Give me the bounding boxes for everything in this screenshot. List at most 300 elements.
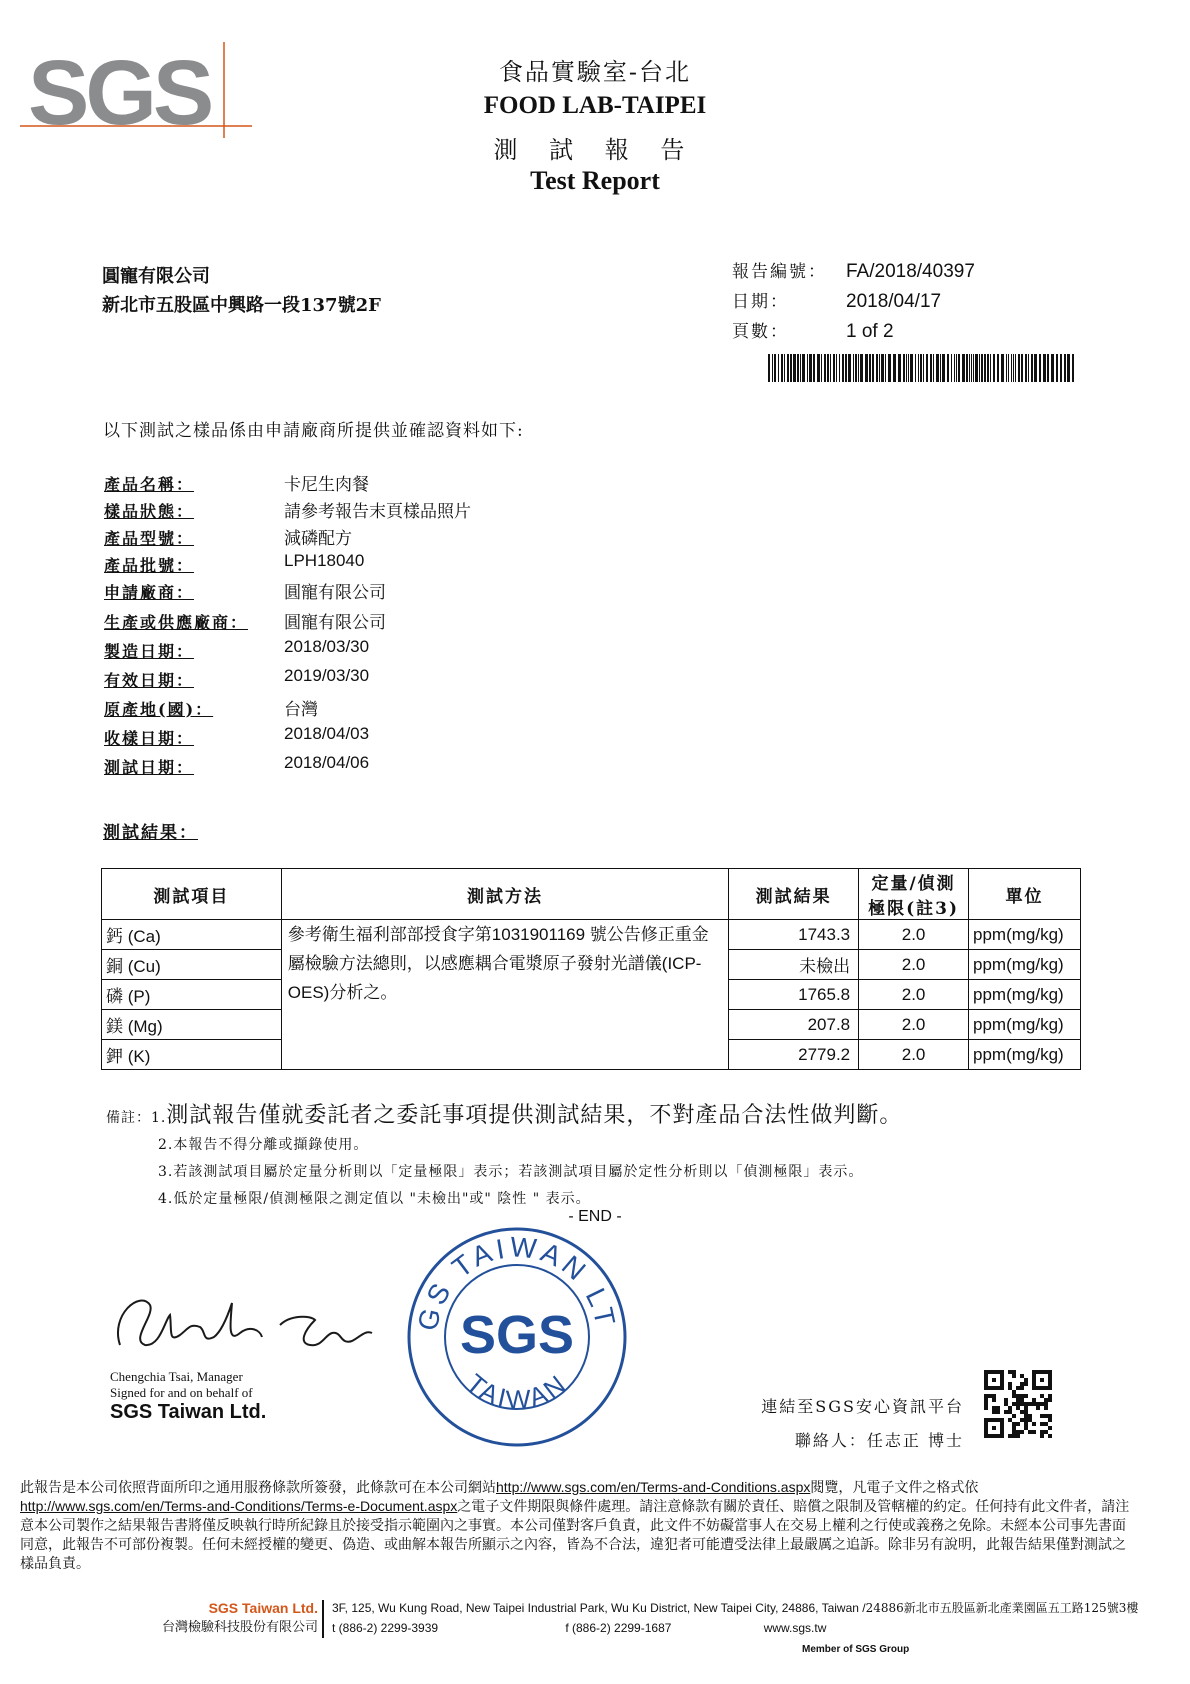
terms-link[interactable]: http://www.sgs.com/en/Terms-and-Conditions.aspx bbox=[496, 1479, 811, 1495]
qr-module bbox=[1040, 1394, 1044, 1398]
qr-module bbox=[1024, 1382, 1028, 1386]
qr-module bbox=[1040, 1402, 1044, 1406]
barcode-bar bbox=[807, 354, 808, 382]
qr-module bbox=[1036, 1386, 1040, 1390]
qr-module bbox=[1048, 1382, 1052, 1386]
qr-module bbox=[1044, 1370, 1048, 1374]
barcode-bar bbox=[885, 354, 886, 382]
cell-result: 1765.8 bbox=[729, 980, 859, 1010]
qr-module bbox=[1036, 1402, 1040, 1406]
qr-module bbox=[992, 1434, 996, 1438]
info-row bbox=[104, 551, 365, 579]
qr-module bbox=[1016, 1394, 1020, 1398]
barcode-bar bbox=[936, 354, 939, 382]
qr-module bbox=[1048, 1374, 1052, 1378]
barcode-bar bbox=[784, 354, 785, 382]
qr-module bbox=[1012, 1430, 1016, 1434]
barcode-bar bbox=[1067, 354, 1070, 382]
qr-module bbox=[1024, 1426, 1028, 1430]
info-platform-link[interactable]: 連結至SGS安心資訊平台 bbox=[761, 1397, 964, 1416]
barcode-bar bbox=[1008, 354, 1009, 382]
barcode-bar bbox=[981, 354, 983, 382]
qr-module bbox=[1040, 1434, 1044, 1438]
barcode-bar bbox=[824, 354, 826, 382]
qr-module bbox=[992, 1410, 996, 1414]
contact-block bbox=[754, 1390, 964, 1458]
barcode-bar bbox=[860, 354, 863, 382]
terms-e-document-link[interactable]: http://www.sgs.com/en/Terms-and-Conditions/Terms-e-Document.aspx bbox=[20, 1498, 458, 1514]
client-name: 圓寵有限公司 bbox=[102, 266, 210, 287]
qr-module bbox=[1012, 1414, 1016, 1418]
qr-module bbox=[1028, 1418, 1032, 1422]
footer-member: Member of SGS Group bbox=[802, 1644, 910, 1655]
signature-scribble bbox=[110, 1285, 410, 1365]
signer-name: Chengchia Tsai, Manager bbox=[110, 1369, 243, 1384]
barcode-bar bbox=[958, 354, 960, 382]
barcode-bar bbox=[793, 354, 796, 382]
info-row bbox=[104, 472, 369, 498]
qr-module bbox=[1024, 1394, 1028, 1398]
barcode-bar bbox=[872, 354, 874, 382]
disclaimer-text-3: 之電子文件期限與條件處理。請注意條款有關於責任、賠償之限制及管轄權的約定。任何持有此文件者，請注意本公司製作之結果報告書將僅反映執行時所紀錄且於接受指示範圍內之事實。本公司僅對客戶負責，此文件不妨礙當事人在交易上權利之行使或義務之免除。未經本公司事先書面同意，此報告不可部份複製。任何未經授權的變更、偽造、或曲解本報告所顯示之內容，皆為不合法，違犯者可能遭受法律上最嚴厲之追訴。除非另有說明，此報告結果僅對測試之樣品負責。 bbox=[20, 1498, 1130, 1571]
results-table bbox=[101, 868, 1081, 1070]
qr-module bbox=[1020, 1430, 1024, 1434]
barcode-bar bbox=[951, 354, 952, 382]
barcode-bar bbox=[1034, 354, 1037, 382]
barcode-bar bbox=[947, 354, 949, 382]
qr-module bbox=[1032, 1430, 1036, 1434]
qr-module bbox=[984, 1422, 988, 1426]
header-result: 測試結果 bbox=[729, 869, 859, 920]
table-row bbox=[102, 920, 1081, 950]
qr-module bbox=[1000, 1382, 1004, 1386]
qr-module bbox=[1048, 1370, 1052, 1374]
qr-module bbox=[984, 1406, 988, 1410]
qr-module bbox=[1040, 1386, 1044, 1390]
barcode-bar bbox=[787, 354, 789, 382]
barcode-bar bbox=[865, 354, 868, 382]
info-label: 原產地(國)： bbox=[104, 700, 214, 719]
note-1-text: 測試報告僅就委託者之委託事項提供測試結果，不對產品合法性做判斷。 bbox=[166, 1103, 903, 1128]
report-pages: 1 of 2 bbox=[846, 321, 894, 342]
qr-module bbox=[1048, 1394, 1052, 1398]
qr-module bbox=[1020, 1386, 1024, 1390]
info-value: 圓寵有限公司 bbox=[284, 613, 386, 632]
barcode-bar bbox=[881, 354, 884, 382]
barcode-bar bbox=[888, 354, 891, 382]
qr-module bbox=[1032, 1402, 1036, 1406]
header-unit: 單位 bbox=[969, 869, 1081, 920]
qr-module bbox=[1004, 1402, 1008, 1406]
qr-module bbox=[988, 1370, 992, 1374]
qr-module bbox=[1048, 1386, 1052, 1390]
qr-module bbox=[1020, 1410, 1024, 1414]
barcode-bar bbox=[984, 354, 986, 382]
disclaimer bbox=[20, 1478, 1130, 1573]
barcode-bar bbox=[1011, 354, 1012, 382]
contact-person: 聯絡人：任志正 博士 bbox=[794, 1431, 964, 1450]
cell-item: 鈣 (Ca) bbox=[102, 920, 282, 950]
footer-company bbox=[40, 1598, 318, 1638]
barcode-bar bbox=[930, 354, 932, 382]
results-label: 測試結果： bbox=[103, 823, 198, 843]
qr-module bbox=[1028, 1414, 1032, 1418]
barcode-bar bbox=[987, 354, 989, 382]
barcode-bar bbox=[954, 354, 955, 382]
report-title-zh: 測 試 報 告 bbox=[493, 136, 697, 164]
info-label: 產品名稱： bbox=[104, 475, 195, 494]
qr-module bbox=[984, 1434, 988, 1438]
barcode-bar bbox=[910, 354, 913, 382]
info-row bbox=[104, 526, 352, 552]
qr-module bbox=[1012, 1374, 1016, 1378]
signer-company: SGS Taiwan Ltd. bbox=[110, 1401, 267, 1423]
barcode-bar bbox=[1013, 354, 1014, 382]
qr-module bbox=[1044, 1406, 1048, 1410]
seal-ring-text: GS TAIWAN LT bbox=[411, 1231, 622, 1334]
barcode-bar bbox=[836, 354, 837, 382]
info-row bbox=[104, 499, 471, 525]
barcode-bar bbox=[971, 354, 972, 382]
qr-module bbox=[1016, 1402, 1020, 1406]
barcode-bar bbox=[817, 354, 820, 382]
barcode-bar bbox=[956, 354, 957, 382]
qr-module bbox=[1000, 1418, 1004, 1422]
qr-module bbox=[984, 1394, 988, 1398]
qr-module bbox=[1016, 1398, 1020, 1402]
barcode-bar bbox=[1051, 354, 1054, 382]
barcode-bar bbox=[833, 354, 835, 382]
note-2: 2.本報告不得分離或擷錄使用。 bbox=[158, 1137, 369, 1153]
report-number-label: 報告編號： bbox=[732, 262, 827, 282]
qr-module bbox=[1048, 1398, 1052, 1402]
seal-bottom: TAIWAN bbox=[460, 1367, 574, 1415]
note-1 bbox=[106, 1102, 902, 1132]
info-value: 2018/04/06 bbox=[284, 753, 370, 772]
qr-module bbox=[992, 1370, 996, 1374]
barcode-bar bbox=[830, 354, 831, 382]
cell-unit: ppm(mg/kg) bbox=[969, 980, 1081, 1010]
barcode-bar bbox=[908, 354, 909, 382]
qr-module bbox=[1000, 1374, 1004, 1378]
barcode-bar bbox=[993, 354, 995, 382]
seal-center: SGS bbox=[459, 1305, 575, 1365]
qr-module bbox=[1028, 1430, 1032, 1434]
qr-module bbox=[1044, 1398, 1048, 1402]
qr-module bbox=[1012, 1422, 1016, 1426]
qr-module bbox=[1040, 1414, 1044, 1418]
qr-module bbox=[984, 1370, 988, 1374]
qr-code[interactable] bbox=[984, 1370, 1052, 1438]
qr-module bbox=[1024, 1402, 1028, 1406]
footer-company-zh: 台灣檢驗科技股份有限公司 bbox=[161, 1620, 318, 1635]
cell-unit: ppm(mg/kg) bbox=[969, 1010, 1081, 1040]
qr-module bbox=[1036, 1406, 1040, 1410]
qr-module bbox=[1008, 1406, 1012, 1410]
qr-module bbox=[992, 1426, 996, 1430]
barcode-bar bbox=[845, 354, 847, 382]
qr-module bbox=[1024, 1422, 1028, 1426]
qr-module bbox=[1004, 1410, 1008, 1414]
barcode-bar bbox=[898, 354, 901, 382]
qr-module bbox=[1032, 1378, 1036, 1382]
footer-tel: t (886-2) 2299-3939 bbox=[332, 1621, 439, 1635]
barcode-bar bbox=[1025, 354, 1027, 382]
cell-limit: 2.0 bbox=[859, 1040, 969, 1070]
cell-item: 鎂 (Mg) bbox=[102, 1010, 282, 1040]
info-label: 製造日期： bbox=[104, 642, 195, 661]
qr-module bbox=[984, 1426, 988, 1430]
barcode-bar bbox=[1072, 354, 1074, 382]
qr-module bbox=[1044, 1402, 1048, 1406]
info-label: 產品型號： bbox=[104, 529, 195, 548]
footer-address-en: 3F, 125, Wu Kung Road, New Taipei Industrial Park, Wu Ku District, New Taipei City, 24886, Taiwan / bbox=[332, 1601, 866, 1615]
qr-module bbox=[996, 1410, 1000, 1414]
barcode-bar bbox=[853, 354, 854, 382]
qr-module bbox=[1040, 1378, 1044, 1382]
barcode-bar bbox=[1028, 354, 1029, 382]
header-method: 測試方法 bbox=[281, 869, 728, 920]
barcode-bar bbox=[962, 354, 965, 382]
info-label: 收樣日期： bbox=[104, 729, 195, 748]
qr-module bbox=[1020, 1418, 1024, 1422]
report-pages-label: 頁數： bbox=[732, 322, 789, 342]
barcode-bar bbox=[855, 354, 857, 382]
qr-module bbox=[1000, 1426, 1004, 1430]
barcode-bar bbox=[1047, 354, 1049, 382]
qr-module bbox=[1032, 1386, 1036, 1390]
qr-module bbox=[1048, 1434, 1052, 1438]
barcode-bar bbox=[802, 354, 805, 382]
qr-module bbox=[1048, 1378, 1052, 1382]
qr-module bbox=[1008, 1418, 1012, 1422]
disclaimer-text-2: 閱覽，凡電子文件之格式依 bbox=[810, 1479, 979, 1495]
qr-module bbox=[988, 1418, 992, 1422]
barcode-bar bbox=[918, 354, 919, 382]
header-item: 測試項目 bbox=[102, 869, 282, 920]
qr-module bbox=[1012, 1426, 1016, 1430]
info-row bbox=[104, 610, 386, 636]
barcode-bar bbox=[973, 354, 974, 382]
qr-module bbox=[1012, 1394, 1016, 1398]
info-row bbox=[104, 724, 370, 752]
qr-module bbox=[988, 1386, 992, 1390]
qr-module bbox=[1048, 1426, 1052, 1430]
info-label: 生產或供應廠商： bbox=[104, 613, 249, 632]
signature-block bbox=[110, 1285, 410, 1425]
cell-item: 銅 (Cu) bbox=[102, 950, 282, 980]
qr-module bbox=[1044, 1430, 1048, 1434]
info-row bbox=[104, 697, 318, 723]
barcode-bar bbox=[1021, 354, 1023, 382]
barcode-bar bbox=[821, 354, 822, 382]
qr-module bbox=[1032, 1370, 1036, 1374]
footer-divider bbox=[322, 1600, 324, 1638]
qr-module bbox=[1012, 1434, 1016, 1438]
barcode-bar bbox=[940, 354, 941, 382]
cell-limit: 2.0 bbox=[859, 980, 969, 1010]
note-prefix: 備註：1. bbox=[106, 1110, 167, 1126]
qr-module bbox=[1008, 1410, 1012, 1414]
cell-unit: ppm(mg/kg) bbox=[969, 1040, 1081, 1070]
note-4: 4.低於定量極限/偵測極限之測定值以 "未檢出"或" 陰性 " 表示。 bbox=[158, 1191, 591, 1207]
qr-module bbox=[996, 1370, 1000, 1374]
barcode-bar bbox=[774, 354, 776, 382]
intro-text: 以下測試之樣品係由申請廠商所提供並確認資料如下: bbox=[103, 421, 524, 441]
qr-module bbox=[1028, 1402, 1032, 1406]
qr-module bbox=[1000, 1378, 1004, 1382]
footer-company-en: SGS Taiwan Ltd. bbox=[208, 1600, 318, 1616]
qr-module bbox=[984, 1382, 988, 1386]
qr-module bbox=[984, 1402, 988, 1406]
barcode-bar bbox=[915, 354, 916, 382]
qr-module bbox=[1020, 1402, 1024, 1406]
qr-module bbox=[1048, 1418, 1052, 1422]
barcode-bar bbox=[1006, 354, 1007, 382]
qr-module bbox=[1032, 1422, 1036, 1426]
lab-title-zh: 食品實驗室-台北 bbox=[498, 58, 692, 86]
barcode-bar bbox=[768, 354, 770, 382]
info-label: 有效日期： bbox=[104, 671, 195, 690]
qr-module bbox=[1016, 1386, 1020, 1390]
qr-module bbox=[1008, 1386, 1012, 1390]
qr-module bbox=[1008, 1370, 1012, 1374]
qr-module bbox=[1000, 1370, 1004, 1374]
barcode-bar bbox=[858, 354, 859, 382]
signer-behalf: Signed for and on behalf of bbox=[110, 1385, 253, 1400]
barcode-bar bbox=[772, 354, 773, 382]
sgs-seal bbox=[405, 1225, 630, 1450]
cell-item: 磷 (P) bbox=[102, 980, 282, 1010]
barcode-bar bbox=[966, 354, 968, 382]
info-row bbox=[104, 637, 370, 665]
barcode-bar bbox=[879, 354, 880, 382]
qr-module bbox=[1016, 1430, 1020, 1434]
barcode-bar bbox=[997, 354, 999, 382]
qr-module bbox=[1036, 1370, 1040, 1374]
report-date-label: 日期： bbox=[732, 292, 789, 312]
footer-fax: f (886-2) 2299-1687 bbox=[565, 1621, 672, 1635]
qr-module bbox=[992, 1394, 996, 1398]
cell-item: 鉀 (K) bbox=[102, 1040, 282, 1070]
barcode-bar bbox=[1060, 354, 1062, 382]
barcode-bar bbox=[1018, 354, 1020, 382]
qr-module bbox=[984, 1418, 988, 1422]
footer-web[interactable]: www.sgs.tw bbox=[763, 1621, 827, 1635]
qr-module bbox=[996, 1386, 1000, 1390]
qr-module bbox=[992, 1418, 996, 1422]
qr-module bbox=[1004, 1398, 1008, 1402]
cell-limit: 2.0 bbox=[859, 950, 969, 980]
barcode-bar bbox=[926, 354, 928, 382]
table-header-row bbox=[102, 869, 1081, 920]
qr-module bbox=[1044, 1422, 1048, 1426]
barcode-bar bbox=[813, 354, 815, 382]
qr-module bbox=[984, 1374, 988, 1378]
barcode-bar bbox=[923, 354, 924, 382]
barcode-bar bbox=[1031, 354, 1033, 382]
info-value: 圓寵有限公司 bbox=[284, 583, 386, 602]
info-row bbox=[104, 753, 370, 781]
qr-module bbox=[1012, 1390, 1016, 1394]
qr-module bbox=[992, 1386, 996, 1390]
barcode-bar bbox=[1001, 354, 1004, 382]
info-value: 2018/04/03 bbox=[284, 724, 370, 743]
qr-module bbox=[1020, 1374, 1024, 1378]
report-number: FA/2018/40397 bbox=[846, 261, 975, 282]
barcode-bar bbox=[933, 354, 934, 382]
qr-module bbox=[1032, 1374, 1036, 1378]
barcode-bar bbox=[1064, 354, 1066, 382]
barcode-bar bbox=[800, 354, 801, 382]
info-value: 減磷配方 bbox=[284, 529, 352, 548]
qr-module bbox=[1044, 1386, 1048, 1390]
qr-module bbox=[1016, 1422, 1020, 1426]
qr-module bbox=[1016, 1434, 1020, 1438]
qr-module bbox=[996, 1406, 1000, 1410]
barcode-bar bbox=[969, 354, 970, 382]
barcode-bar bbox=[869, 354, 871, 382]
barcode-bar bbox=[990, 354, 991, 382]
qr-module bbox=[996, 1418, 1000, 1422]
qr-module bbox=[1032, 1382, 1036, 1386]
qr-module bbox=[984, 1378, 988, 1382]
qr-module bbox=[1020, 1382, 1024, 1386]
qr-module bbox=[1024, 1406, 1028, 1410]
qr-module bbox=[1012, 1402, 1016, 1406]
barcode-bar bbox=[903, 354, 905, 382]
qr-module bbox=[1048, 1414, 1052, 1418]
qr-module bbox=[1012, 1370, 1016, 1374]
sgs-logo-text: SGS bbox=[28, 42, 211, 138]
info-label: 申請廠商： bbox=[104, 583, 195, 602]
info-value: 卡尼生肉餐 bbox=[284, 475, 369, 494]
disclaimer-text-1: 此報告是本公司依照背面所印之通用服務條款所簽發，此條款可在本公司網站 bbox=[20, 1479, 496, 1495]
cell-unit: ppm(mg/kg) bbox=[969, 950, 1081, 980]
report-date: 2018/04/17 bbox=[846, 291, 942, 312]
barcode-bar bbox=[876, 354, 878, 382]
info-label: 產品批號： bbox=[104, 556, 195, 575]
qr-module bbox=[1008, 1382, 1012, 1386]
qr-module bbox=[988, 1394, 992, 1398]
qr-module bbox=[1044, 1414, 1048, 1418]
cell-unit: ppm(mg/kg) bbox=[969, 920, 1081, 950]
qr-module bbox=[984, 1386, 988, 1390]
qr-module bbox=[1008, 1434, 1012, 1438]
qr-module bbox=[1040, 1370, 1044, 1374]
qr-module bbox=[1000, 1434, 1004, 1438]
report-meta bbox=[732, 257, 975, 347]
qr-module bbox=[1000, 1430, 1004, 1434]
barcode-bar bbox=[809, 354, 812, 382]
cell-result: 1743.3 bbox=[729, 920, 859, 950]
end-marker: - END - bbox=[568, 1208, 622, 1225]
cell-limit: 2.0 bbox=[859, 1010, 969, 1040]
client-address: 新北市五股區中興路一段137號2F bbox=[102, 295, 381, 316]
footer-address-zh: 24886新北市五股區新北產業園區五工路125號3樓 bbox=[865, 1601, 1139, 1615]
barcode bbox=[768, 354, 1076, 382]
barcode-bar bbox=[1043, 354, 1046, 382]
barcode-bar bbox=[827, 354, 829, 382]
qr-module bbox=[984, 1430, 988, 1434]
qr-module bbox=[1000, 1422, 1004, 1426]
barcode-bar bbox=[979, 354, 980, 382]
info-value: 台灣 bbox=[284, 700, 318, 719]
barcode-bar bbox=[839, 354, 840, 382]
cell-limit: 2.0 bbox=[859, 920, 969, 950]
info-value: LPH18040 bbox=[284, 551, 365, 570]
barcode-bar bbox=[848, 354, 851, 382]
